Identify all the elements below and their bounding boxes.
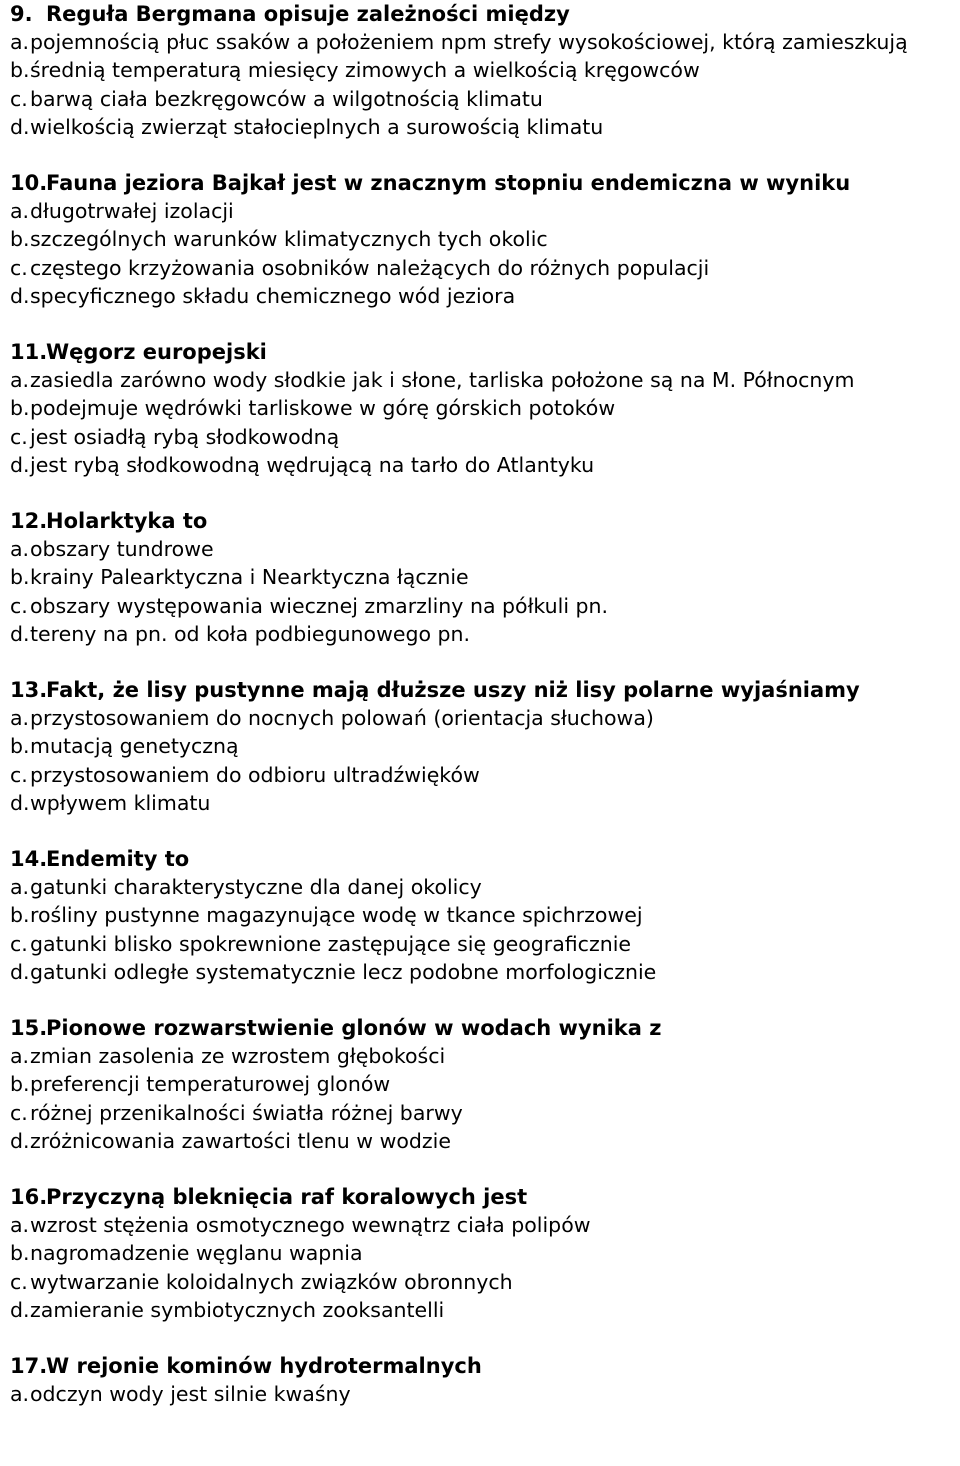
option-letter: d. [10,959,30,984]
question-10 [10,169,954,310]
answer-option-c [10,423,954,451]
option-letter: a. [10,537,30,562]
question-9 [10,0,954,141]
option-letter: b. [10,1241,30,1266]
answer-option-c [10,85,954,113]
option-text: obszary tundrowe [30,537,214,562]
question-title: Pionowe rozwarstwienie glonów w wodach wynika z [46,1016,662,1040]
option-letter: b. [10,396,30,421]
option-letter: c. [10,86,28,111]
answer-list [10,1380,954,1408]
option-letter: c. [10,255,28,280]
option-letter: a. [10,875,30,900]
option-text: odczyn wody jest silnie kwaśny [30,1382,351,1407]
option-letter: a. [10,1044,30,1069]
answer-option-d [10,451,954,479]
answer-option-a [10,197,954,225]
option-text: zasiedla zarówno wody słodkie jak i słone, tarliska położone są na M. Północnym [30,368,855,393]
answer-option-a [10,1380,954,1408]
question-number: 11. [10,340,48,364]
option-letter: a. [10,1213,30,1238]
answer-option-b [10,732,954,760]
option-text: zamieranie symbiotycznych zooksantelli [30,1297,445,1322]
question-heading [10,338,954,366]
answer-option-d [10,789,954,817]
question-title: Holarktyka to [46,509,208,533]
question-heading [10,845,954,873]
question-11 [10,338,954,479]
question-number: 14. [10,847,48,871]
answer-list [10,535,954,648]
question-13 [10,676,954,817]
question-number: 10. [10,171,48,195]
option-text: jest osiadłą rybą słodkowodną [30,424,340,449]
option-text: mutacją genetyczną [30,734,239,759]
question-14 [10,845,954,986]
option-text: wytwarzanie koloidalnych związków obronnych [30,1269,513,1294]
question-number: 13. [10,678,48,702]
option-letter: b. [10,734,30,759]
question-number: 16. [10,1185,48,1209]
option-text: krainy Palearktyczna i Nearktyczna łącznie [30,565,469,590]
question-heading [10,1183,954,1211]
question-heading [10,169,954,197]
option-letter: a. [10,706,30,731]
option-text: częstego krzyżowania osobników należących do różnych populacji [30,255,710,280]
question-heading [10,0,954,28]
answer-option-d [10,1296,954,1324]
option-text: przystosowaniem do odbioru ultradźwięków [30,762,480,787]
question-heading [10,507,954,535]
option-letter: d. [10,1128,30,1153]
question-title: Reguła Bergmana opisuje zależności między [46,2,570,26]
answer-option-b [10,901,954,929]
answer-option-c [10,592,954,620]
answer-option-a [10,28,954,56]
option-text: gatunki odległe systematycznie lecz podobne morfologicznie [30,959,657,984]
answer-option-a [10,704,954,732]
answer-option-b [10,1070,954,1098]
question-title: W rejonie kominów hydrotermalnych [46,1354,482,1378]
option-text: rośliny pustynne magazynujące wodę w tkance spichrzowej [30,903,643,928]
option-letter: c. [10,1100,28,1125]
option-letter: a. [10,30,30,55]
option-text: nagromadzenie węglanu wapnia [30,1241,363,1266]
option-letter: c. [10,424,28,449]
answer-option-c [10,761,954,789]
option-text: różnej przenikalności światła różnej barwy [30,1100,463,1125]
option-text: podejmuje wędrówki tarliskowe w górę górskich potoków [30,396,616,421]
answer-option-a [10,873,954,901]
option-letter: d. [10,114,30,139]
option-letter: c. [10,931,28,956]
answer-option-b [10,225,954,253]
option-letter: a. [10,199,30,224]
answer-list [10,366,954,479]
option-letter: b. [10,1072,30,1097]
answer-option-b [10,563,954,591]
option-letter: d. [10,452,30,477]
question-12 [10,507,954,648]
option-text: pojemnością płuc ssaków a położeniem npm strefy wysokościowej, którą zamieszkują [30,30,908,55]
option-text: szczególnych warunków klimatycznych tych okolic [30,227,548,252]
option-text: długotrwałej izolacji [30,199,234,224]
option-letter: d. [10,621,30,646]
question-number: 15. [10,1016,48,1040]
option-text: wzrost stężenia osmotycznego wewnątrz ciała polipów [30,1213,591,1238]
answer-option-d [10,620,954,648]
option-text: zróżnicowania zawartości tlenu w wodzie [30,1128,451,1153]
answer-option-c [10,1268,954,1296]
answer-option-c [10,1099,954,1127]
question-heading [10,676,954,704]
answer-list [10,704,954,817]
question-number: 12. [10,509,48,533]
question-title: Węgorz europejski [46,340,267,364]
option-letter: d. [10,790,30,815]
answer-list [10,28,954,141]
option-letter: b. [10,58,30,83]
option-text: obszary występowania wiecznej zmarzliny na półkuli pn. [30,593,609,618]
answer-option-d [10,282,954,310]
answer-option-a [10,535,954,563]
question-title: Przyczyną bleknięcia raf koralowych jest [46,1185,528,1209]
answer-list [10,197,954,310]
answer-list [10,1042,954,1155]
option-letter: d. [10,283,30,308]
answer-option-b [10,394,954,422]
question-heading [10,1352,954,1380]
option-letter: a. [10,1382,30,1407]
option-text: specyficznego składu chemicznego wód jeziora [30,283,516,308]
answer-option-d [10,113,954,141]
answer-option-d [10,1127,954,1155]
answer-option-b [10,1239,954,1267]
answer-option-c [10,254,954,282]
question-15 [10,1014,954,1155]
option-text: wpływem klimatu [30,790,211,815]
question-number: 17. [10,1354,48,1378]
answer-option-c [10,930,954,958]
question-heading [10,1014,954,1042]
option-text: zmian zasolenia ze wzrostem głębokości [30,1044,446,1069]
option-letter: b. [10,565,30,590]
question-title: Fakt, że lisy pustynne mają dłuższe uszy niż lisy polarne wyjaśniamy [46,678,860,702]
option-text: jest rybą słodkowodną wędrującą na tarło do Atlantyku [30,452,595,477]
answer-option-a [10,1211,954,1239]
option-text: przystosowaniem do nocnych polowań (orientacja słuchowa) [30,706,654,731]
option-letter: a. [10,368,30,393]
option-text: preferencji temperaturowej glonów [30,1072,391,1097]
option-letter: c. [10,593,28,618]
question-17 [10,1352,954,1408]
option-letter: b. [10,227,30,252]
question-title: Endemity to [46,847,190,871]
answer-option-a [10,366,954,394]
option-letter: b. [10,903,30,928]
question-16 [10,1183,954,1324]
option-text: wielkością zwierząt stałocieplnych a surowością klimatu [30,114,604,139]
question-title: Fauna jeziora Bajkał jest w znacznym stopniu endemiczna w wyniku [46,171,851,195]
option-text: średnią temperaturą miesięcy zimowych a wielkością kręgowców [30,58,700,83]
option-letter: c. [10,762,28,787]
quiz-document [10,0,954,1436]
answer-option-b [10,56,954,84]
option-text: gatunki blisko spokrewnione zastępujące się geograficznie [30,931,632,956]
question-number: 9. [10,2,33,26]
option-letter: c. [10,1269,28,1294]
answer-option-d [10,958,954,986]
answer-list [10,873,954,986]
option-text: barwą ciała bezkręgowców a wilgotnością klimatu [30,86,543,111]
answer-list [10,1211,954,1324]
option-text: gatunki charakterystyczne dla danej okolicy [30,875,482,900]
option-text: tereny na pn. od koła podbiegunowego pn. [30,621,471,646]
option-letter: d. [10,1297,30,1322]
answer-option-a [10,1042,954,1070]
